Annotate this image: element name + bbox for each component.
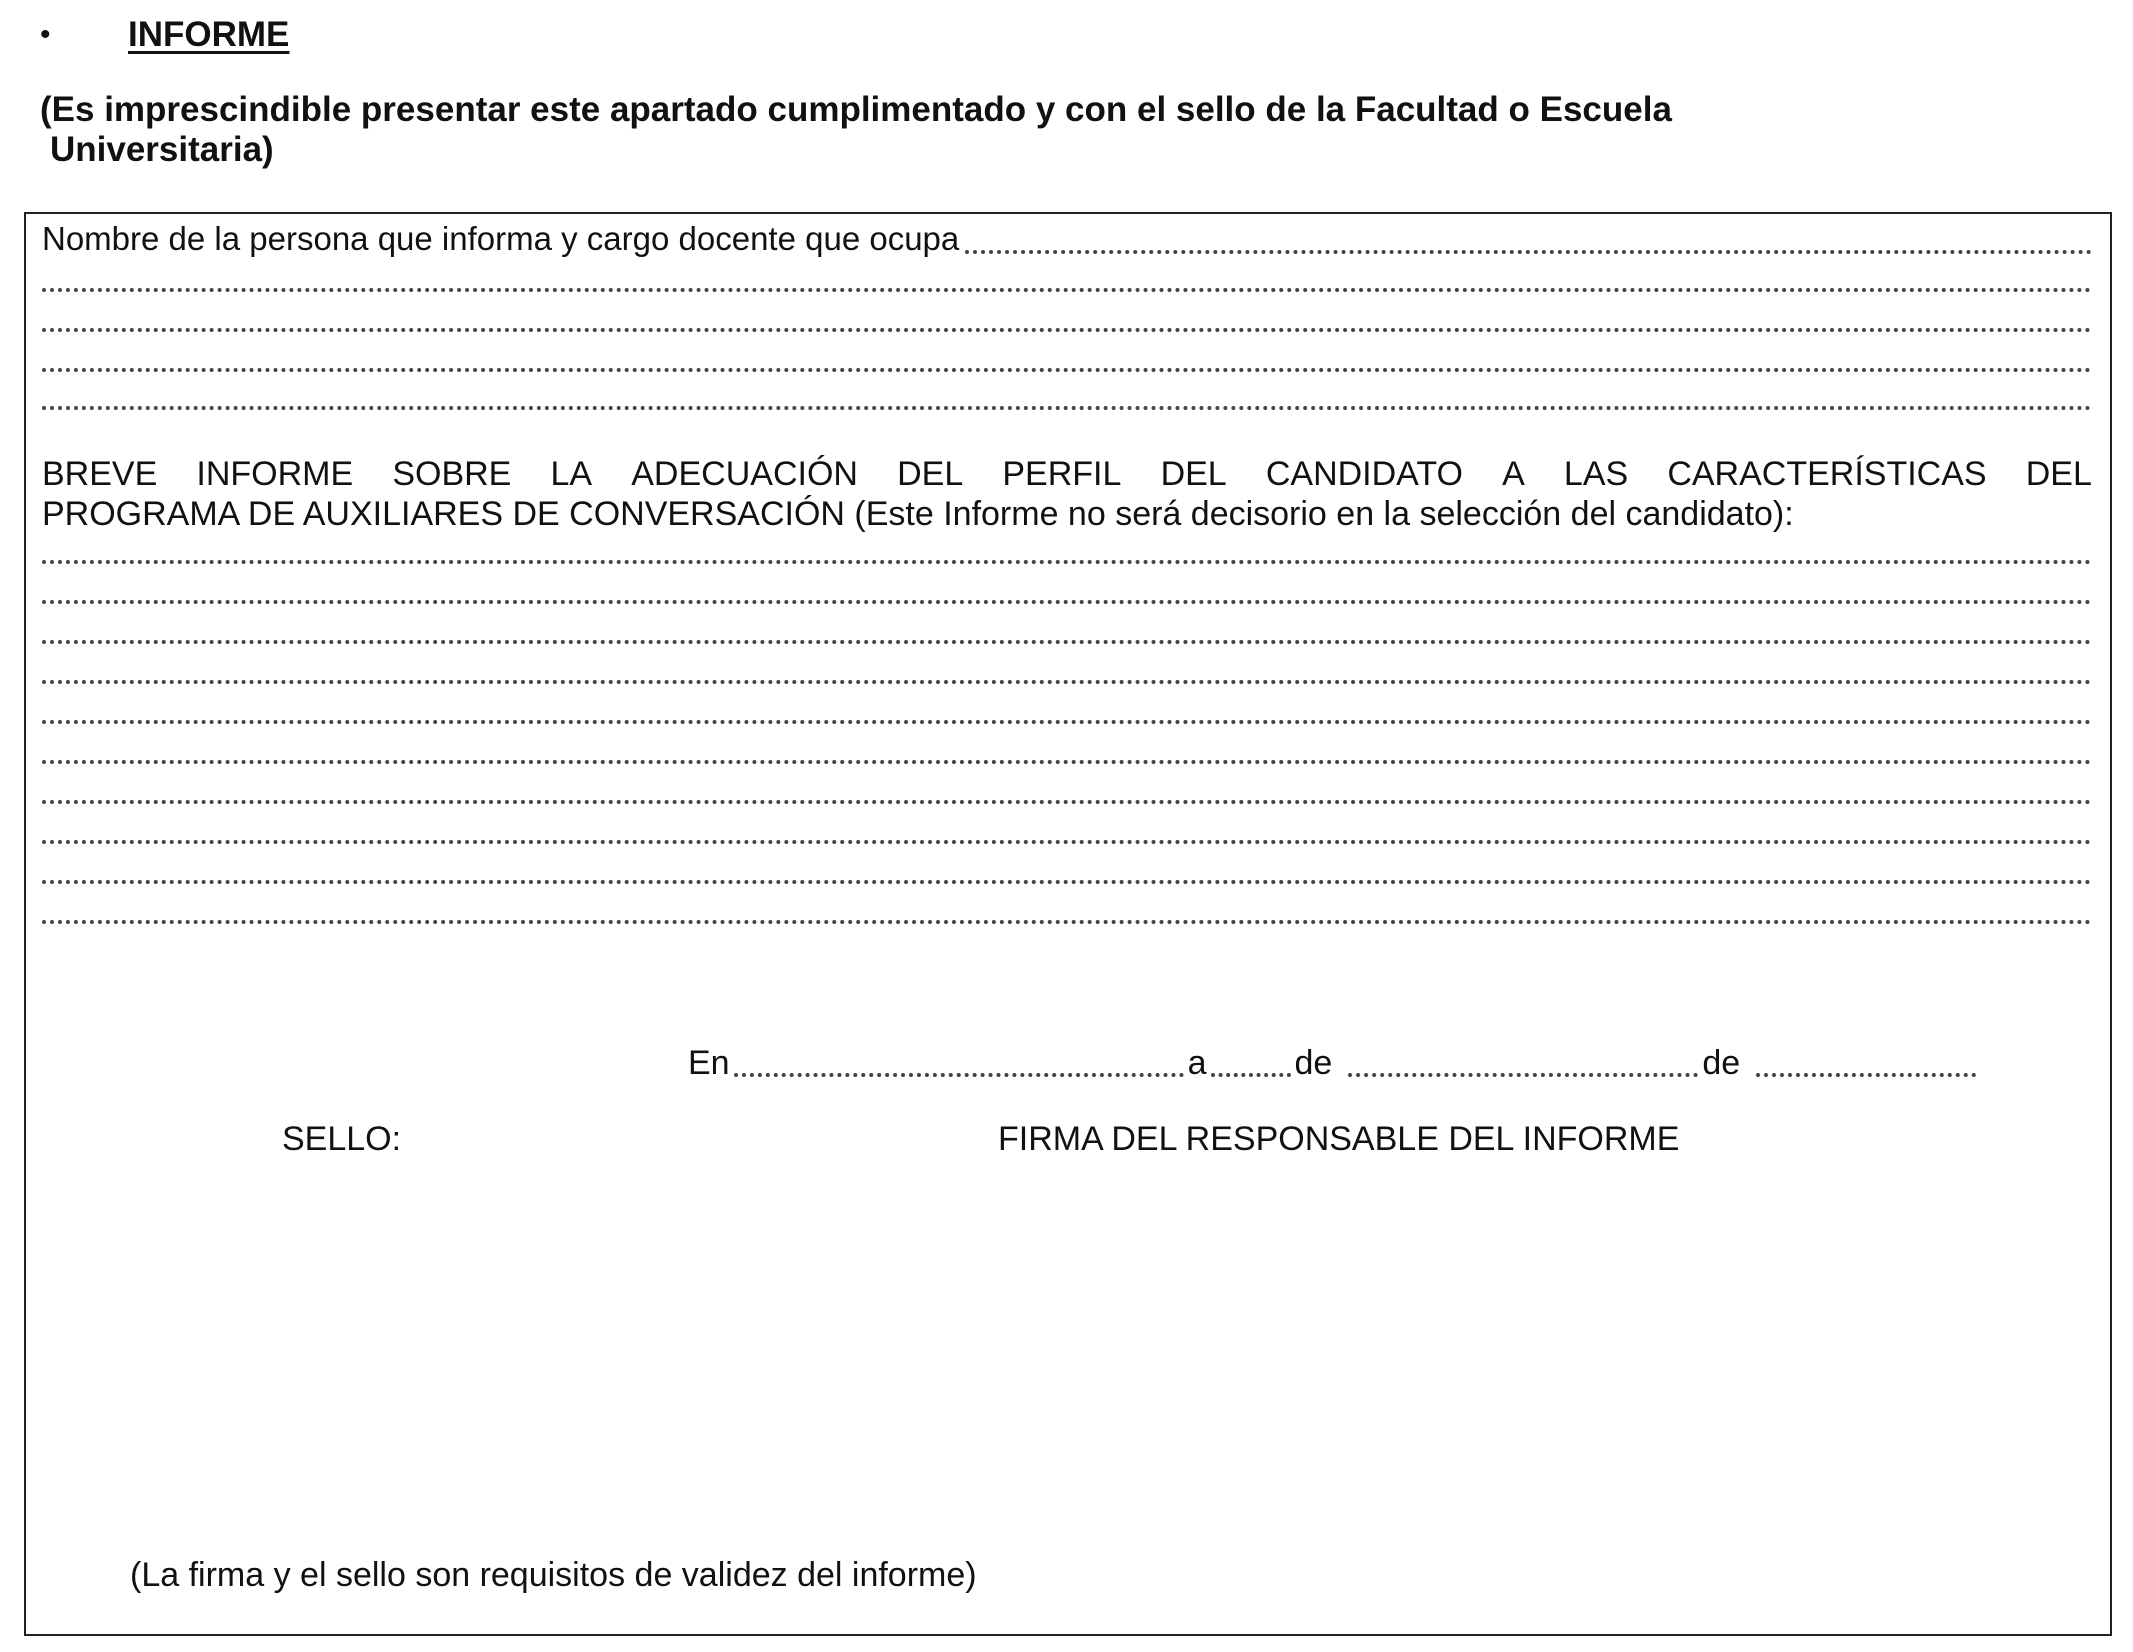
date-a-label: a: [1187, 1044, 1207, 1082]
report-form-box: [24, 212, 2112, 1636]
breve-informe-heading: [42, 454, 2092, 534]
breve-heading-word: A: [1502, 455, 1525, 493]
informe-field-line[interactable]: [42, 880, 2092, 884]
breve-heading-line-1: [42, 454, 2092, 494]
breve-heading-word: CARACTERÍSTICAS: [1667, 455, 1987, 493]
date-de-label-2: de: [1702, 1044, 1741, 1082]
breve-heading-word: ADECUACIÓN: [631, 455, 858, 493]
place-field[interactable]: [734, 1073, 1184, 1077]
firma-label: FIRMA DEL RESPONSABLE DEL INFORME: [998, 1120, 1680, 1158]
informe-field-line[interactable]: [42, 720, 2092, 724]
nombre-field[interactable]: [965, 250, 2092, 254]
breve-heading-word: DEL: [2025, 455, 2092, 493]
date-en-label: En: [688, 1044, 730, 1082]
month-field[interactable]: [1348, 1073, 1698, 1077]
section-heading: [40, 10, 289, 60]
informe-field-line[interactable]: [42, 680, 2092, 684]
instruction-line-1: (Es imprescindible presentar este apartado cumplimentado y con el sello de la Facultad o Escuela: [40, 90, 1672, 129]
bullet-icon: •: [40, 18, 51, 51]
informe-field-line[interactable]: [42, 920, 2092, 924]
year-field[interactable]: [1756, 1073, 1976, 1077]
breve-heading-word: CANDIDATO: [1265, 455, 1463, 493]
nombre-field-line[interactable]: [42, 328, 2092, 332]
nombre-field-line[interactable]: [42, 368, 2092, 372]
breve-heading-word: INFORME: [196, 455, 354, 493]
validity-note: (La firma y el sello son requisitos de validez del informe): [130, 1556, 977, 1594]
nombre-field-line[interactable]: [42, 288, 2092, 292]
breve-heading-word: BREVE: [42, 455, 158, 493]
breve-heading-word: LA: [550, 455, 593, 493]
breve-heading-word: LAS: [1563, 455, 1629, 493]
date-de-label-1: de: [1294, 1044, 1333, 1082]
breve-heading-word: PERFIL: [1002, 455, 1122, 493]
nombre-field-line[interactable]: [42, 406, 2092, 410]
informe-field-line[interactable]: [42, 840, 2092, 844]
informe-field-line[interactable]: [42, 560, 2092, 564]
informe-field-line[interactable]: [42, 640, 2092, 644]
breve-heading-word: DEL: [1160, 455, 1227, 493]
informe-field-line[interactable]: [42, 760, 2092, 764]
breve-heading-word: DEL: [897, 455, 964, 493]
breve-heading-line-2: PROGRAMA DE AUXILIARES DE CONVERSACIÓN (Este Informe no será decisorio en la selección del candidato):: [42, 495, 1794, 533]
nombre-row: [42, 220, 2092, 258]
instruction-text: [40, 90, 2090, 170]
nombre-label: Nombre de la persona que informa y cargo docente que ocupa: [42, 220, 960, 257]
informe-field-line[interactable]: [42, 800, 2092, 804]
day-field[interactable]: [1211, 1073, 1291, 1077]
sello-label: SELLO:: [282, 1120, 402, 1158]
informe-field-line[interactable]: [42, 600, 2092, 604]
instruction-line-2: Universitaria): [50, 130, 274, 169]
date-place-row: [688, 1044, 2088, 1083]
breve-heading-word: SOBRE: [392, 455, 512, 493]
section-title: INFORME: [128, 15, 290, 54]
